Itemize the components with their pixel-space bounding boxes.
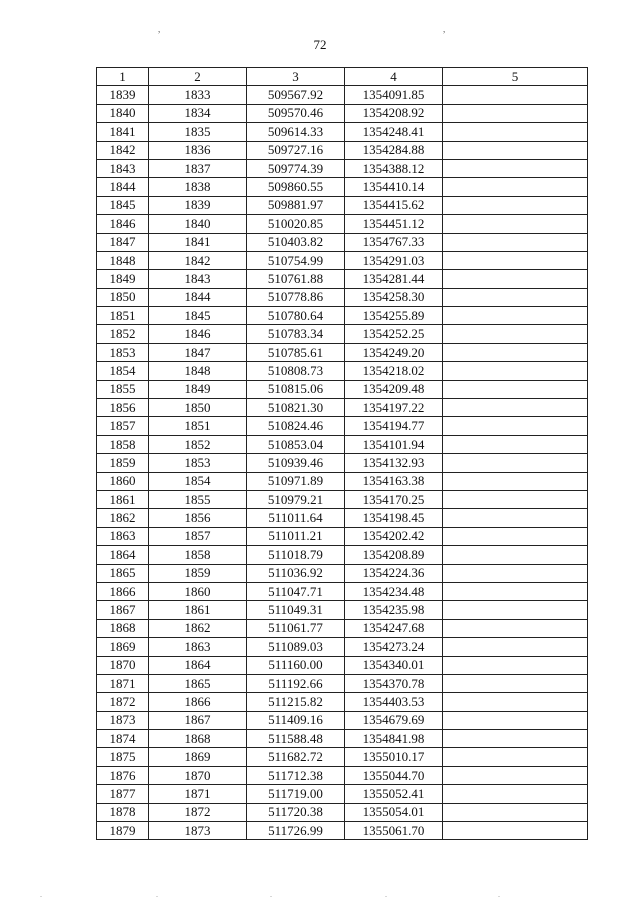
y-coordinate-cell: 1354234.48 bbox=[345, 582, 443, 600]
y-coordinate-cell: 1355010.17 bbox=[345, 748, 443, 766]
row-number-cell: 1851 bbox=[97, 307, 149, 325]
column-header: 4 bbox=[345, 68, 443, 86]
notes-cell bbox=[443, 472, 588, 490]
y-coordinate-cell: 1354410.14 bbox=[345, 178, 443, 196]
row-number-cell: 1845 bbox=[97, 196, 149, 214]
point-number-cell: 1859 bbox=[149, 564, 247, 582]
row-number-cell: 1871 bbox=[97, 674, 149, 692]
point-number-cell: 1838 bbox=[149, 178, 247, 196]
x-coordinate-cell: 509614.33 bbox=[247, 123, 345, 141]
row-number-cell: 1877 bbox=[97, 785, 149, 803]
table-row bbox=[97, 527, 588, 545]
point-number-cell: 1851 bbox=[149, 417, 247, 435]
row-number-cell: 1839 bbox=[97, 86, 149, 104]
row-number-cell: 1847 bbox=[97, 233, 149, 251]
notes-cell bbox=[443, 435, 588, 453]
row-number-cell: 1842 bbox=[97, 141, 149, 159]
x-coordinate-cell: 510783.34 bbox=[247, 325, 345, 343]
point-number-cell: 1852 bbox=[149, 435, 247, 453]
notes-cell bbox=[443, 454, 588, 472]
row-number-cell: 1876 bbox=[97, 766, 149, 784]
y-coordinate-cell: 1354273.24 bbox=[345, 638, 443, 656]
column-header: 5 bbox=[443, 68, 588, 86]
table-row bbox=[97, 766, 588, 784]
row-number-cell: 1854 bbox=[97, 362, 149, 380]
point-number-cell: 1855 bbox=[149, 490, 247, 508]
point-number-cell: 1861 bbox=[149, 601, 247, 619]
row-number-cell: 1841 bbox=[97, 123, 149, 141]
x-coordinate-cell: 509860.55 bbox=[247, 178, 345, 196]
point-number-cell: 1868 bbox=[149, 730, 247, 748]
row-number-cell: 1849 bbox=[97, 270, 149, 288]
notes-cell bbox=[443, 325, 588, 343]
y-coordinate-cell: 1354258.30 bbox=[345, 288, 443, 306]
notes-cell bbox=[443, 638, 588, 656]
row-number-cell: 1875 bbox=[97, 748, 149, 766]
scan-mark: . bbox=[385, 890, 387, 899]
notes-cell bbox=[443, 582, 588, 600]
notes-cell bbox=[443, 509, 588, 527]
point-number-cell: 1849 bbox=[149, 380, 247, 398]
point-number-cell: 1865 bbox=[149, 674, 247, 692]
x-coordinate-cell: 511036.92 bbox=[247, 564, 345, 582]
point-number-cell: 1856 bbox=[149, 509, 247, 527]
notes-cell bbox=[443, 546, 588, 564]
y-coordinate-cell: 1354403.53 bbox=[345, 693, 443, 711]
scan-mark: . bbox=[40, 890, 42, 899]
y-coordinate-cell: 1354415.62 bbox=[345, 196, 443, 214]
x-coordinate-cell: 510971.89 bbox=[247, 472, 345, 490]
table-row bbox=[97, 822, 588, 840]
table-row bbox=[97, 123, 588, 141]
x-coordinate-cell: 511726.99 bbox=[247, 822, 345, 840]
notes-cell bbox=[443, 196, 588, 214]
notes-cell bbox=[443, 270, 588, 288]
notes-cell bbox=[443, 86, 588, 104]
notes-cell bbox=[443, 159, 588, 177]
y-coordinate-cell: 1354281.44 bbox=[345, 270, 443, 288]
y-coordinate-cell: 1354340.01 bbox=[345, 656, 443, 674]
x-coordinate-cell: 511047.71 bbox=[247, 582, 345, 600]
y-coordinate-cell: 1354198.45 bbox=[345, 509, 443, 527]
y-coordinate-cell: 1354679.69 bbox=[345, 711, 443, 729]
x-coordinate-cell: 511588.48 bbox=[247, 730, 345, 748]
y-coordinate-cell: 1354255.89 bbox=[345, 307, 443, 325]
point-number-cell: 1845 bbox=[149, 307, 247, 325]
table-body bbox=[97, 86, 588, 840]
table-row bbox=[97, 454, 588, 472]
row-number-cell: 1852 bbox=[97, 325, 149, 343]
table-row bbox=[97, 693, 588, 711]
table-row bbox=[97, 215, 588, 233]
notes-cell bbox=[443, 527, 588, 545]
table-row bbox=[97, 472, 588, 490]
notes-cell bbox=[443, 693, 588, 711]
point-number-cell: 1858 bbox=[149, 546, 247, 564]
row-number-cell: 1866 bbox=[97, 582, 149, 600]
table-row bbox=[97, 196, 588, 214]
point-number-cell: 1850 bbox=[149, 399, 247, 417]
notes-cell bbox=[443, 785, 588, 803]
notes-cell bbox=[443, 417, 588, 435]
row-number-cell: 1843 bbox=[97, 159, 149, 177]
table-row bbox=[97, 233, 588, 251]
row-number-cell: 1864 bbox=[97, 546, 149, 564]
y-coordinate-cell: 1355052.41 bbox=[345, 785, 443, 803]
table-row bbox=[97, 546, 588, 564]
point-number-cell: 1839 bbox=[149, 196, 247, 214]
x-coordinate-cell: 511409.16 bbox=[247, 711, 345, 729]
column-header: 1 bbox=[97, 68, 149, 86]
x-coordinate-cell: 511049.31 bbox=[247, 601, 345, 619]
row-number-cell: 1870 bbox=[97, 656, 149, 674]
notes-cell bbox=[443, 766, 588, 784]
y-coordinate-cell: 1354252.25 bbox=[345, 325, 443, 343]
column-header: 2 bbox=[149, 68, 247, 86]
row-number-cell: 1855 bbox=[97, 380, 149, 398]
row-number-cell: 1859 bbox=[97, 454, 149, 472]
y-coordinate-cell: 1354209.48 bbox=[345, 380, 443, 398]
notes-cell bbox=[443, 564, 588, 582]
table-header-row bbox=[97, 68, 588, 86]
point-number-cell: 1846 bbox=[149, 325, 247, 343]
x-coordinate-cell: 511018.79 bbox=[247, 546, 345, 564]
x-coordinate-cell: 511720.38 bbox=[247, 803, 345, 821]
y-coordinate-cell: 1354451.12 bbox=[345, 215, 443, 233]
table-row bbox=[97, 564, 588, 582]
table-row bbox=[97, 803, 588, 821]
notes-cell bbox=[443, 233, 588, 251]
row-number-cell: 1848 bbox=[97, 251, 149, 269]
x-coordinate-cell: 511061.77 bbox=[247, 619, 345, 637]
point-number-cell: 1842 bbox=[149, 251, 247, 269]
table-row bbox=[97, 288, 588, 306]
row-number-cell: 1869 bbox=[97, 638, 149, 656]
row-number-cell: 1853 bbox=[97, 343, 149, 361]
table-row bbox=[97, 490, 588, 508]
x-coordinate-cell: 509881.97 bbox=[247, 196, 345, 214]
table-row bbox=[97, 86, 588, 104]
row-number-cell: 1844 bbox=[97, 178, 149, 196]
y-coordinate-cell: 1354249.20 bbox=[345, 343, 443, 361]
point-number-cell: 1857 bbox=[149, 527, 247, 545]
table-row bbox=[97, 307, 588, 325]
scan-mark: . bbox=[270, 890, 272, 899]
y-coordinate-cell: 1354132.93 bbox=[345, 454, 443, 472]
table-row bbox=[97, 343, 588, 361]
notes-cell bbox=[443, 822, 588, 840]
table-row bbox=[97, 730, 588, 748]
y-coordinate-cell: 1354248.41 bbox=[345, 123, 443, 141]
table-row bbox=[97, 785, 588, 803]
point-number-cell: 1873 bbox=[149, 822, 247, 840]
x-coordinate-cell: 510754.99 bbox=[247, 251, 345, 269]
table-row bbox=[97, 711, 588, 729]
point-number-cell: 1836 bbox=[149, 141, 247, 159]
y-coordinate-cell: 1354091.85 bbox=[345, 86, 443, 104]
row-number-cell: 1863 bbox=[97, 527, 149, 545]
x-coordinate-cell: 509774.39 bbox=[247, 159, 345, 177]
notes-cell bbox=[443, 380, 588, 398]
y-coordinate-cell: 1354197.22 bbox=[345, 399, 443, 417]
table-row bbox=[97, 362, 588, 380]
scan-mark: , bbox=[158, 24, 161, 34]
x-coordinate-cell: 510821.30 bbox=[247, 399, 345, 417]
row-number-cell: 1868 bbox=[97, 619, 149, 637]
y-coordinate-cell: 1354170.25 bbox=[345, 490, 443, 508]
y-coordinate-cell: 1354101.94 bbox=[345, 435, 443, 453]
table-row bbox=[97, 509, 588, 527]
notes-cell bbox=[443, 399, 588, 417]
x-coordinate-cell: 510780.64 bbox=[247, 307, 345, 325]
x-coordinate-cell: 510778.86 bbox=[247, 288, 345, 306]
notes-cell bbox=[443, 748, 588, 766]
row-number-cell: 1858 bbox=[97, 435, 149, 453]
x-coordinate-cell: 510824.46 bbox=[247, 417, 345, 435]
y-coordinate-cell: 1354235.98 bbox=[345, 601, 443, 619]
y-coordinate-cell: 1355054.01 bbox=[345, 803, 443, 821]
table-row bbox=[97, 417, 588, 435]
notes-cell bbox=[443, 490, 588, 508]
notes-cell bbox=[443, 307, 588, 325]
table-row bbox=[97, 251, 588, 269]
point-number-cell: 1863 bbox=[149, 638, 247, 656]
y-coordinate-cell: 1354284.88 bbox=[345, 141, 443, 159]
page-number: 72 bbox=[313, 37, 327, 52]
scan-mark: . bbox=[498, 890, 500, 899]
point-number-cell: 1837 bbox=[149, 159, 247, 177]
x-coordinate-cell: 510853.04 bbox=[247, 435, 345, 453]
x-coordinate-cell: 509570.46 bbox=[247, 104, 345, 122]
x-coordinate-cell: 510020.85 bbox=[247, 215, 345, 233]
scan-mark: , bbox=[443, 24, 446, 34]
point-number-cell: 1844 bbox=[149, 288, 247, 306]
notes-cell bbox=[443, 141, 588, 159]
row-number-cell: 1857 bbox=[97, 417, 149, 435]
x-coordinate-cell: 511089.03 bbox=[247, 638, 345, 656]
point-number-cell: 1848 bbox=[149, 362, 247, 380]
table-row bbox=[97, 104, 588, 122]
point-number-cell: 1833 bbox=[149, 86, 247, 104]
point-number-cell: 1843 bbox=[149, 270, 247, 288]
notes-cell bbox=[443, 178, 588, 196]
x-coordinate-cell: 510939.46 bbox=[247, 454, 345, 472]
table-row bbox=[97, 141, 588, 159]
notes-cell bbox=[443, 711, 588, 729]
x-coordinate-cell: 509727.16 bbox=[247, 141, 345, 159]
table-row bbox=[97, 159, 588, 177]
point-number-cell: 1872 bbox=[149, 803, 247, 821]
x-coordinate-cell: 511160.00 bbox=[247, 656, 345, 674]
table-row bbox=[97, 656, 588, 674]
y-coordinate-cell: 1354208.92 bbox=[345, 104, 443, 122]
row-number-cell: 1840 bbox=[97, 104, 149, 122]
x-coordinate-cell: 510785.61 bbox=[247, 343, 345, 361]
table-row bbox=[97, 674, 588, 692]
notes-cell bbox=[443, 251, 588, 269]
notes-cell bbox=[443, 803, 588, 821]
x-coordinate-cell: 511712.38 bbox=[247, 766, 345, 784]
x-coordinate-cell: 510815.06 bbox=[247, 380, 345, 398]
point-number-cell: 1834 bbox=[149, 104, 247, 122]
table-row bbox=[97, 638, 588, 656]
y-coordinate-cell: 1354163.38 bbox=[345, 472, 443, 490]
point-number-cell: 1862 bbox=[149, 619, 247, 637]
row-number-cell: 1861 bbox=[97, 490, 149, 508]
notes-cell bbox=[443, 362, 588, 380]
y-coordinate-cell: 1354767.33 bbox=[345, 233, 443, 251]
table-row bbox=[97, 435, 588, 453]
table-row bbox=[97, 178, 588, 196]
y-coordinate-cell: 1354247.68 bbox=[345, 619, 443, 637]
table-row bbox=[97, 601, 588, 619]
x-coordinate-cell: 510808.73 bbox=[247, 362, 345, 380]
y-coordinate-cell: 1354841.98 bbox=[345, 730, 443, 748]
point-number-cell: 1864 bbox=[149, 656, 247, 674]
table-row bbox=[97, 748, 588, 766]
x-coordinate-cell: 510403.82 bbox=[247, 233, 345, 251]
table-row bbox=[97, 380, 588, 398]
x-coordinate-cell: 511011.64 bbox=[247, 509, 345, 527]
point-number-cell: 1841 bbox=[149, 233, 247, 251]
column-header: 3 bbox=[247, 68, 345, 86]
row-number-cell: 1873 bbox=[97, 711, 149, 729]
notes-cell bbox=[443, 674, 588, 692]
row-number-cell: 1872 bbox=[97, 693, 149, 711]
table-row bbox=[97, 399, 588, 417]
x-coordinate-cell: 510761.88 bbox=[247, 270, 345, 288]
x-coordinate-cell: 509567.92 bbox=[247, 86, 345, 104]
table-row bbox=[97, 619, 588, 637]
coordinates-table bbox=[96, 67, 588, 840]
point-number-cell: 1870 bbox=[149, 766, 247, 784]
scan-mark: . bbox=[156, 890, 158, 899]
row-number-cell: 1850 bbox=[97, 288, 149, 306]
y-coordinate-cell: 1354208.89 bbox=[345, 546, 443, 564]
x-coordinate-cell: 511719.00 bbox=[247, 785, 345, 803]
x-coordinate-cell: 511682.72 bbox=[247, 748, 345, 766]
y-coordinate-cell: 1354194.77 bbox=[345, 417, 443, 435]
x-coordinate-cell: 511011.21 bbox=[247, 527, 345, 545]
notes-cell bbox=[443, 343, 588, 361]
notes-cell bbox=[443, 656, 588, 674]
y-coordinate-cell: 1354202.42 bbox=[345, 527, 443, 545]
row-number-cell: 1874 bbox=[97, 730, 149, 748]
point-number-cell: 1867 bbox=[149, 711, 247, 729]
x-coordinate-cell: 511215.82 bbox=[247, 693, 345, 711]
y-coordinate-cell: 1354218.02 bbox=[345, 362, 443, 380]
point-number-cell: 1853 bbox=[149, 454, 247, 472]
x-coordinate-cell: 511192.66 bbox=[247, 674, 345, 692]
table-row bbox=[97, 582, 588, 600]
row-number-cell: 1878 bbox=[97, 803, 149, 821]
table-row bbox=[97, 325, 588, 343]
table-row bbox=[97, 270, 588, 288]
notes-cell bbox=[443, 104, 588, 122]
row-number-cell: 1856 bbox=[97, 399, 149, 417]
point-number-cell: 1869 bbox=[149, 748, 247, 766]
point-number-cell: 1835 bbox=[149, 123, 247, 141]
y-coordinate-cell: 1355044.70 bbox=[345, 766, 443, 784]
point-number-cell: 1871 bbox=[149, 785, 247, 803]
notes-cell bbox=[443, 288, 588, 306]
point-number-cell: 1840 bbox=[149, 215, 247, 233]
notes-cell bbox=[443, 619, 588, 637]
notes-cell bbox=[443, 123, 588, 141]
notes-cell bbox=[443, 601, 588, 619]
point-number-cell: 1847 bbox=[149, 343, 247, 361]
x-coordinate-cell: 510979.21 bbox=[247, 490, 345, 508]
notes-cell bbox=[443, 215, 588, 233]
row-number-cell: 1867 bbox=[97, 601, 149, 619]
y-coordinate-cell: 1354388.12 bbox=[345, 159, 443, 177]
point-number-cell: 1860 bbox=[149, 582, 247, 600]
notes-cell bbox=[443, 730, 588, 748]
y-coordinate-cell: 1354291.03 bbox=[345, 251, 443, 269]
row-number-cell: 1860 bbox=[97, 472, 149, 490]
row-number-cell: 1879 bbox=[97, 822, 149, 840]
row-number-cell: 1865 bbox=[97, 564, 149, 582]
point-number-cell: 1866 bbox=[149, 693, 247, 711]
row-number-cell: 1846 bbox=[97, 215, 149, 233]
y-coordinate-cell: 1355061.70 bbox=[345, 822, 443, 840]
row-number-cell: 1862 bbox=[97, 509, 149, 527]
y-coordinate-cell: 1354224.36 bbox=[345, 564, 443, 582]
point-number-cell: 1854 bbox=[149, 472, 247, 490]
y-coordinate-cell: 1354370.78 bbox=[345, 674, 443, 692]
